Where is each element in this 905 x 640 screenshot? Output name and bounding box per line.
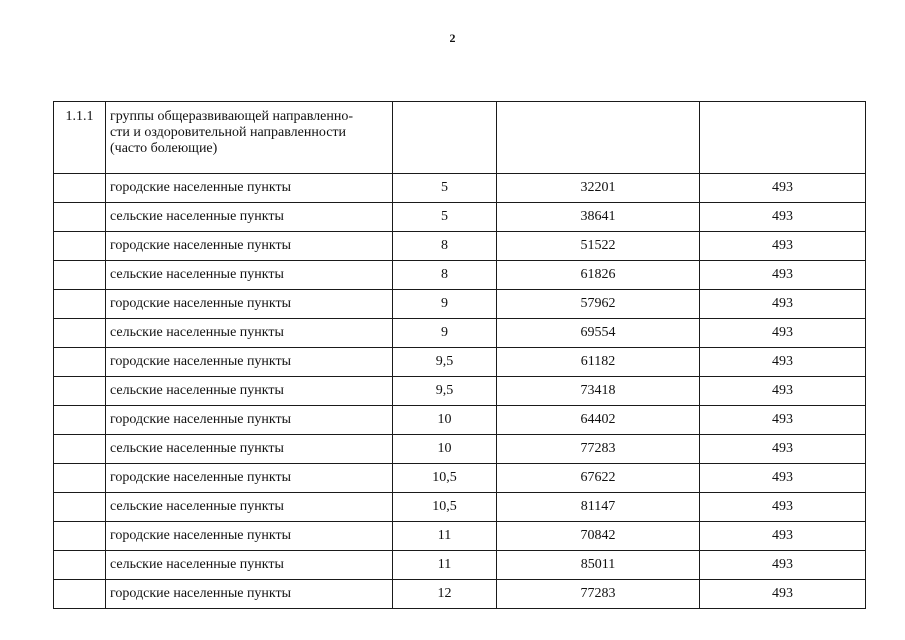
page-number: 2: [449, 31, 456, 45]
table-row: [54, 551, 866, 580]
value-c-cell: 493: [700, 435, 866, 464]
table-row: [54, 174, 866, 203]
value-a-cell: 9: [393, 290, 497, 319]
empty-number-cell: [54, 290, 106, 319]
value-a-cell: 11: [393, 551, 497, 580]
empty-cell: [393, 102, 497, 174]
settlement-type-cell: городские населенные пункты: [106, 174, 393, 203]
settlement-type-cell: городские населенные пункты: [106, 406, 393, 435]
group-description-line: сти и оздоровительной направленности: [110, 125, 347, 140]
value-a-cell: 9: [393, 319, 497, 348]
settlement-type-cell: сельские населенные пункты: [106, 493, 393, 522]
table-row: [54, 580, 866, 609]
table-row: [54, 464, 866, 493]
table-row: [54, 522, 866, 551]
value-b-cell: 85011: [497, 551, 700, 580]
value-c-cell: 493: [700, 203, 866, 232]
table-row: [54, 493, 866, 522]
value-a-cell: 12: [393, 580, 497, 609]
value-b-cell: 70842: [497, 522, 700, 551]
value-c-cell: 493: [700, 551, 866, 580]
settlement-type-cell: городские населенные пункты: [106, 232, 393, 261]
value-a-cell: 10: [393, 435, 497, 464]
value-c-cell: 493: [700, 319, 866, 348]
value-b-cell: 77283: [497, 435, 700, 464]
table-row: [54, 435, 866, 464]
value-a-cell: 9,5: [393, 377, 497, 406]
table-row: [54, 377, 866, 406]
empty-number-cell: [54, 203, 106, 232]
value-a-cell: 10,5: [393, 493, 497, 522]
settlement-type-cell: городские населенные пункты: [106, 464, 393, 493]
settlement-type-cell: городские населенные пункты: [106, 290, 393, 319]
empty-number-cell: [54, 406, 106, 435]
settlement-type-cell: сельские населенные пункты: [106, 435, 393, 464]
table-row: [54, 203, 866, 232]
settlement-type-cell: сельские населенные пункты: [106, 261, 393, 290]
table-header-row: [54, 102, 866, 174]
value-c-cell: 493: [700, 493, 866, 522]
value-c-cell: 493: [700, 522, 866, 551]
empty-cell: [700, 102, 866, 174]
value-a-cell: 5: [393, 203, 497, 232]
empty-number-cell: [54, 435, 106, 464]
settlement-type-cell: сельские населенные пункты: [106, 377, 393, 406]
value-b-cell: 69554: [497, 319, 700, 348]
group-description-line: группы общеразвивающей направленно-: [110, 109, 353, 124]
settlement-type-cell: сельские населенные пункты: [106, 319, 393, 348]
value-b-cell: 61826: [497, 261, 700, 290]
value-a-cell: 10,5: [393, 464, 497, 493]
empty-number-cell: [54, 493, 106, 522]
empty-number-cell: [54, 232, 106, 261]
value-b-cell: 67622: [497, 464, 700, 493]
table-body: [54, 102, 866, 609]
empty-number-cell: [54, 551, 106, 580]
item-number-cell: 1.1.1: [54, 102, 106, 174]
value-c-cell: 493: [700, 580, 866, 609]
empty-number-cell: [54, 377, 106, 406]
table-row: [54, 290, 866, 319]
value-c-cell: 493: [700, 261, 866, 290]
empty-number-cell: [54, 348, 106, 377]
value-a-cell: 8: [393, 232, 497, 261]
empty-number-cell: [54, 319, 106, 348]
settlement-type-cell: сельские населенные пункты: [106, 203, 393, 232]
table-row: [54, 261, 866, 290]
value-c-cell: 493: [700, 232, 866, 261]
table-row: [54, 406, 866, 435]
value-c-cell: 493: [700, 377, 866, 406]
value-a-cell: 8: [393, 261, 497, 290]
value-c-cell: 493: [700, 348, 866, 377]
value-c-cell: 493: [700, 406, 866, 435]
empty-number-cell: [54, 261, 106, 290]
value-a-cell: 10: [393, 406, 497, 435]
value-b-cell: 38641: [497, 203, 700, 232]
value-b-cell: 81147: [497, 493, 700, 522]
value-c-cell: 493: [700, 464, 866, 493]
value-b-cell: 51522: [497, 232, 700, 261]
value-b-cell: 77283: [497, 580, 700, 609]
empty-number-cell: [54, 580, 106, 609]
table-row: [54, 348, 866, 377]
table-row: [54, 319, 866, 348]
value-b-cell: 64402: [497, 406, 700, 435]
settlement-type-cell: городские населенные пункты: [106, 348, 393, 377]
table-row: [54, 232, 866, 261]
data-table: [53, 101, 866, 609]
group-description-line: (часто болеющие): [110, 141, 218, 156]
settlement-type-cell: городские населенные пункты: [106, 580, 393, 609]
empty-number-cell: [54, 174, 106, 203]
empty-cell: [497, 102, 700, 174]
value-c-cell: 493: [700, 290, 866, 319]
value-c-cell: 493: [700, 174, 866, 203]
value-b-cell: 61182: [497, 348, 700, 377]
empty-number-cell: [54, 522, 106, 551]
value-b-cell: 57962: [497, 290, 700, 319]
value-b-cell: 73418: [497, 377, 700, 406]
group-description-cell: [106, 102, 393, 174]
value-b-cell: 32201: [497, 174, 700, 203]
settlement-type-cell: сельские населенные пункты: [106, 551, 393, 580]
value-a-cell: 5: [393, 174, 497, 203]
settlement-type-cell: городские населенные пункты: [106, 522, 393, 551]
value-a-cell: 11: [393, 522, 497, 551]
value-a-cell: 9,5: [393, 348, 497, 377]
empty-number-cell: [54, 464, 106, 493]
